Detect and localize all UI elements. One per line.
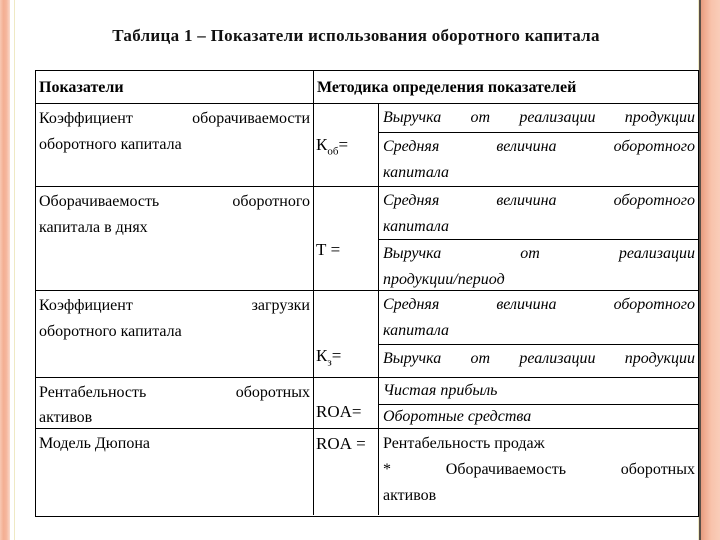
symbol-subscript: об (327, 145, 339, 158)
text-line: Выручка от реализации продукции (383, 350, 695, 367)
symbol-equals: = (351, 434, 366, 453)
text-line: Рентабельность оборотных (39, 384, 310, 401)
text-line: капитала в днях (39, 219, 148, 236)
symbol-subscript: з (327, 356, 332, 369)
indicators-table (35, 70, 699, 517)
table-title: Таблица 1 – Показатели использования оборотного капитала (112, 26, 600, 45)
text-line: Выручка от реализации (383, 245, 695, 262)
text-line: Средняя величина оборотного (383, 296, 695, 313)
indicator-cell (36, 104, 314, 187)
text-line: Коэффициент оборачиваемости (39, 110, 310, 127)
symbol-base: ROA (316, 402, 352, 421)
symbol-base: Т (316, 240, 327, 259)
header-cell-indicators (36, 71, 314, 104)
text-line: Модель Дюпона (39, 435, 150, 452)
header-label: Показатели (39, 79, 124, 96)
text-line: Рентабельность продаж (383, 435, 545, 452)
symbol-base: К (316, 346, 328, 365)
left-accent-stripe (0, 0, 10, 540)
formula-numerator (379, 378, 698, 405)
text-line: Средняя величина оборотного (383, 192, 695, 209)
text-line: оборотного капитала (39, 323, 182, 340)
indicator-cell (36, 429, 314, 515)
symbol-base: ROA (316, 434, 352, 453)
text-line: Чистая прибыль (383, 382, 498, 399)
symbol-base: К (316, 135, 328, 154)
right-accent-stripe (701, 0, 720, 540)
formula-fraction (379, 187, 698, 291)
text-line: Оборачиваемость оборотного (39, 193, 310, 210)
header-cell-methodology (314, 71, 698, 104)
formula-expression (379, 429, 698, 515)
text-line: Коэффициент загрузки (39, 297, 310, 314)
symbol-equals: = (351, 402, 362, 421)
text-line: Средняя величина оборотного (383, 138, 695, 155)
formula-fraction (379, 291, 698, 378)
symbol-equals: = (326, 240, 341, 259)
text-line: Оборотные средства (383, 408, 532, 425)
indicator-cell (36, 187, 314, 291)
text-line: капитала (383, 322, 450, 339)
text-line: капитала (383, 164, 450, 181)
text-line: капитала (383, 218, 450, 235)
header-label: Методика определения показателей (317, 79, 577, 96)
text-line: продукции/период (383, 271, 505, 288)
formula-symbol (314, 187, 379, 291)
formula-symbol (314, 104, 379, 187)
formula-symbol (314, 291, 379, 378)
formula-symbol (314, 378, 379, 429)
formula-denominator (379, 345, 698, 372)
text-line: * Оборачиваемость оборотных (383, 461, 695, 478)
symbol-equals: = (338, 135, 349, 154)
formula-numerator (379, 104, 698, 133)
formula-denominator (379, 240, 698, 291)
formula-fraction (379, 104, 698, 187)
formula-fraction (379, 378, 698, 429)
text-line: активов (383, 487, 437, 504)
indicator-cell (36, 378, 314, 429)
formula-symbol (314, 429, 379, 515)
text-line: активов (39, 409, 93, 426)
left-accent-line (14, 0, 15, 540)
formula-numerator (379, 187, 698, 240)
formula-denominator (379, 133, 698, 186)
text-line: оборотного капитала (39, 136, 182, 153)
symbol-equals: = (331, 346, 342, 365)
formula-numerator (379, 291, 698, 345)
text-line: Выручка от реализации продукции (383, 109, 695, 126)
indicator-cell (36, 291, 314, 378)
formula-denominator (379, 405, 698, 428)
title-container (16, 26, 696, 46)
